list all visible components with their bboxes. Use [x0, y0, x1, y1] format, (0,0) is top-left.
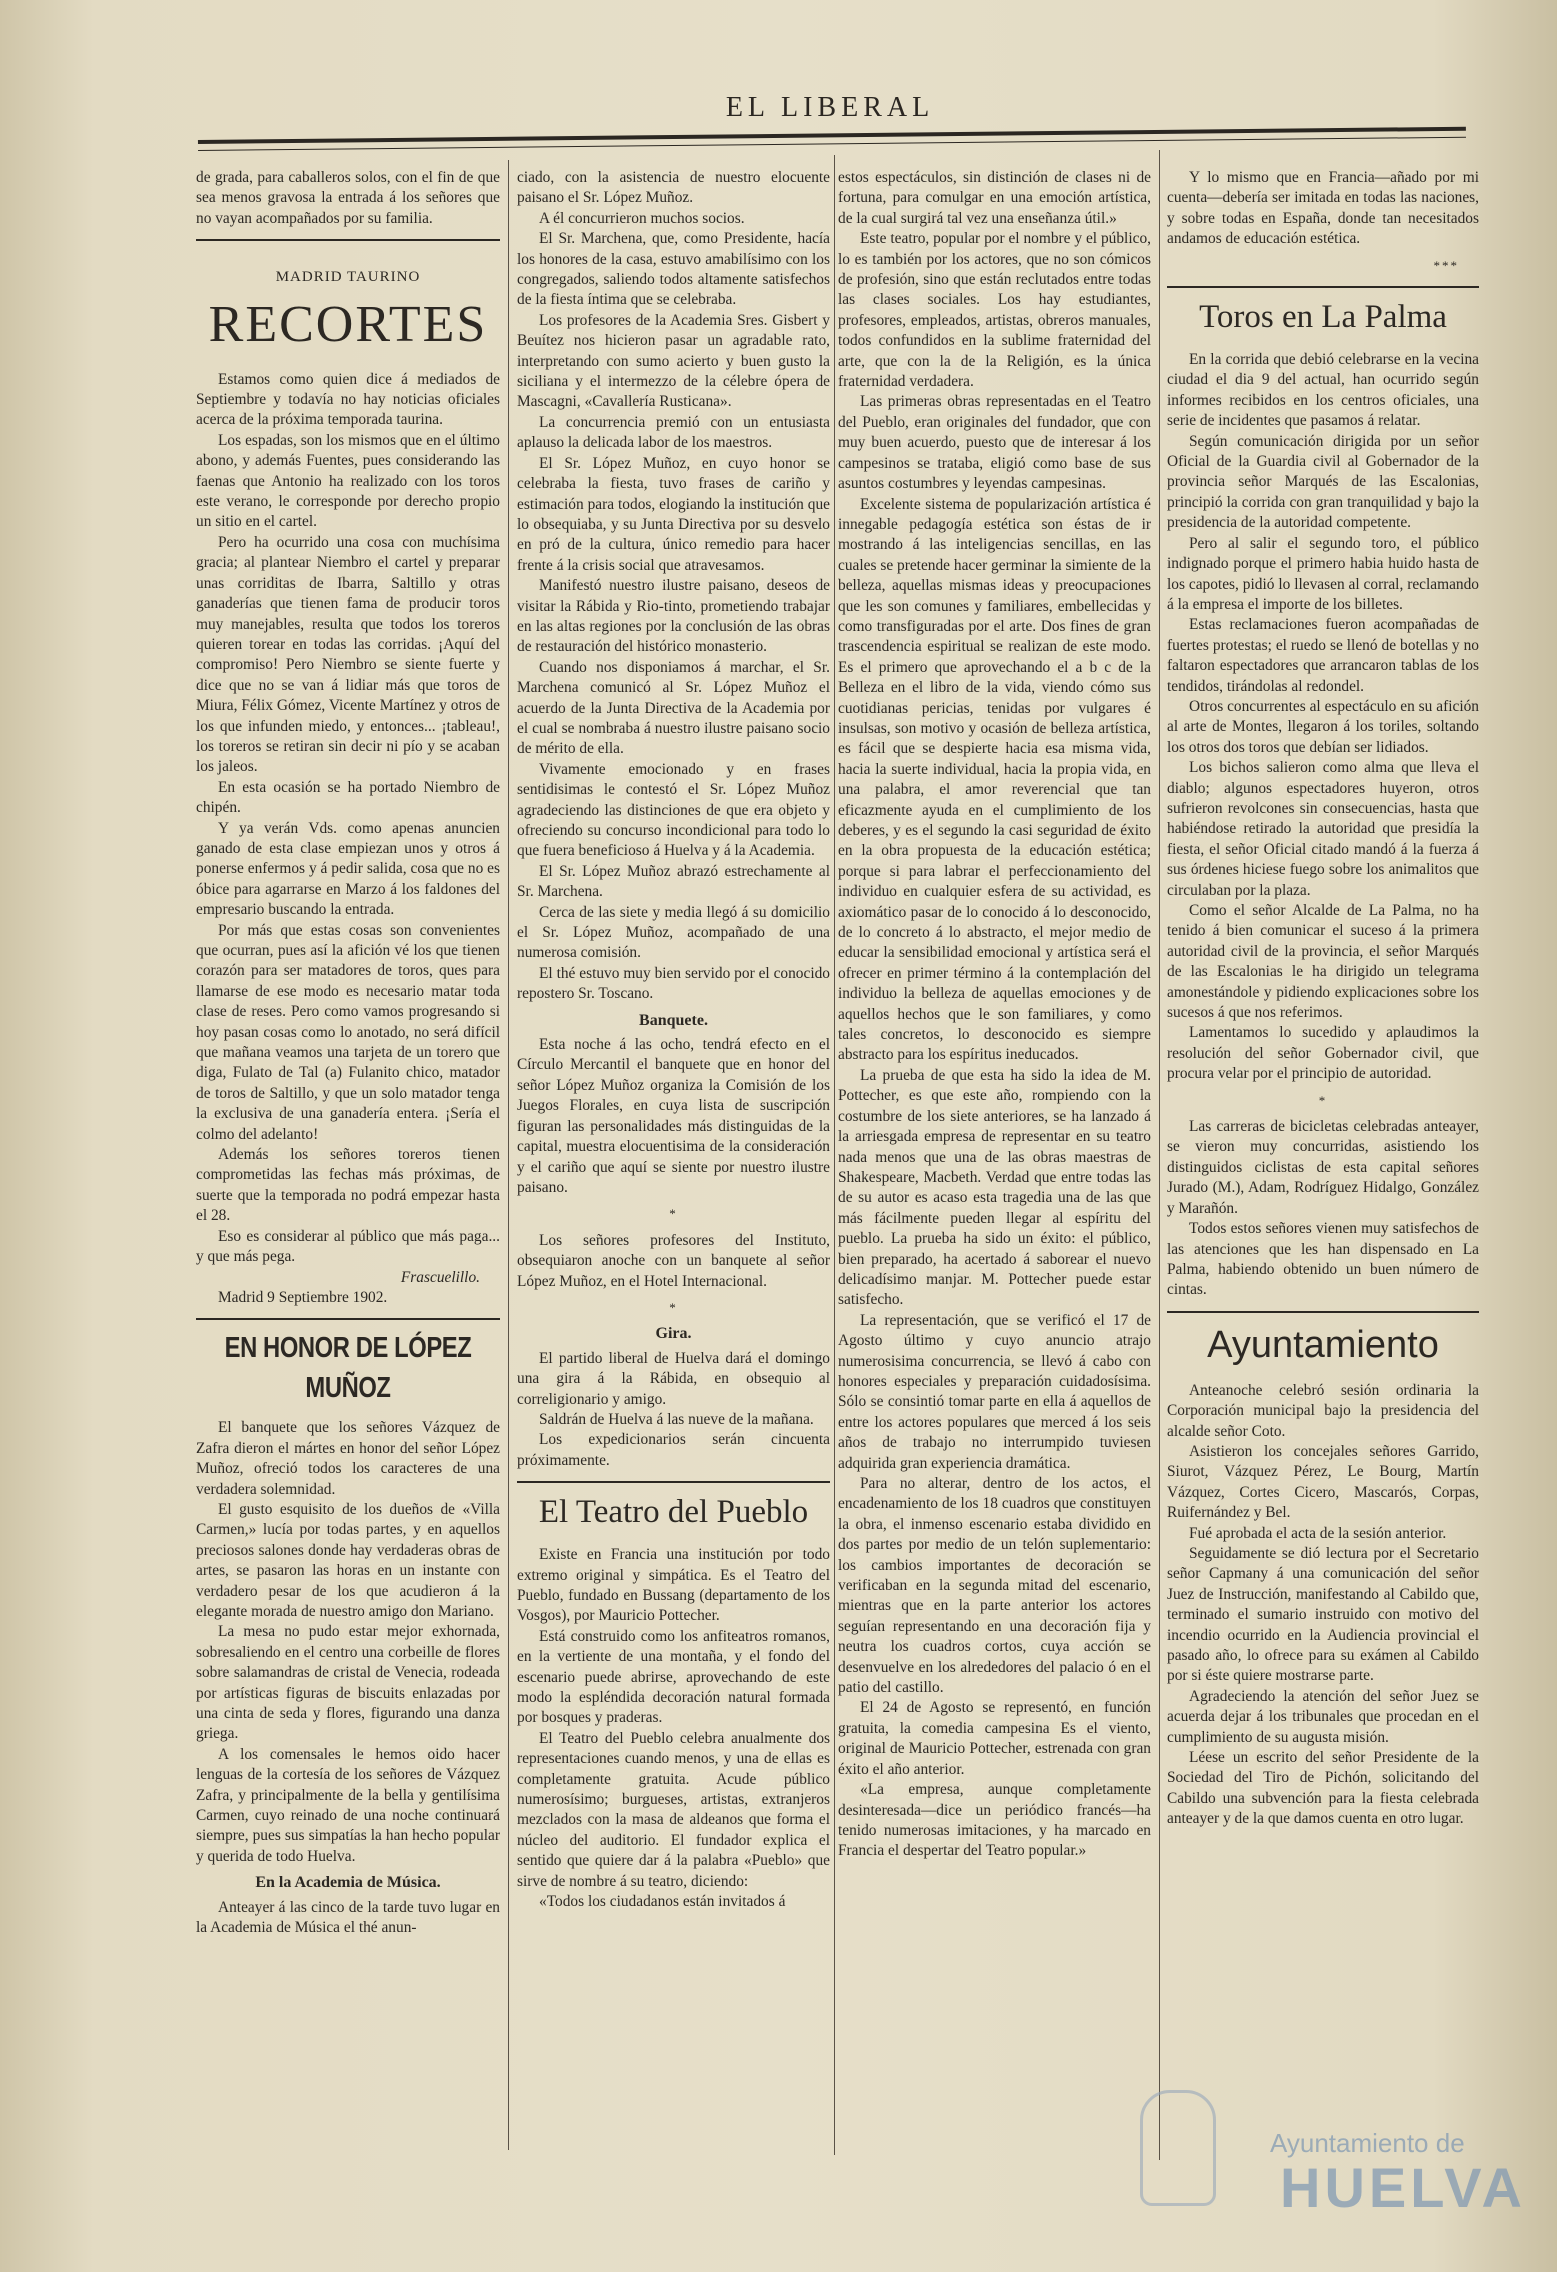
divider [1167, 286, 1479, 288]
paragraph: estos espectáculos, sin distinción de clases ni de fortuna, para comulgar en una emoción artística, de la cual surgirá tal vez una enseñanza útil.» [838, 169, 1151, 227]
paragraph: Los espadas, son los mismos que en el último abono, y además Fuentes, pues considerando las faenas que Antonio ha realizado con los toros este verano, le corresponde por derecho propio un sitio en el cartel. [196, 431, 500, 531]
paragraph: Existe en Francia una institución por todo extremo original y simpática. Es el Teatro del Pueblo, fundado en Bussang (departamento de los Vosgos), por Mauricio Pottecher. [517, 1546, 830, 1625]
paragraph: Los expedicionarios serán cincuenta próximamente. [517, 1431, 830, 1469]
paragraph: El gusto esquisito de los dueños de «Villa Carmen,» lucía por todas partes, y en aquellos preciosos salones donde hay verdaderas obras de artes, se pasaron las horas en un instante con verdadero pesar de los que acudieron á la elegante morada de nuestro amigo don Mariano. [196, 1500, 500, 1620]
separator-stars: *** [1433, 257, 1459, 273]
paragraph: El thé estuvo muy bien servido por el conocido repostero Sr. Toscano. [517, 964, 830, 1003]
paragraph: Pero ha ocurrido una cosa con muchísima gracia; al plantear Niembro el cartel y preparar unas corriditas de Ibarra, Saltillo y otras ganaderías que tienen fama de producir toros muy manejables, resulta que todos los toreros quieren torear en todas las corridas. ¡Aquí del compromiso! Pero Niembro se siente fuerte y dice que no se van á lidiar más que toros de Miura, Félix Gómez, Vicente Martínez y otros de los que infunden miedo, y entonces... ¡tableau!, los toreros se retiran sin decir ni pío y se acaban los jaleos. [196, 533, 500, 776]
paragraph: Este teatro, popular por el nombre y el público, lo es también por los actores, que no son cómicos de profesión, sino que están reclutados entre todas las clases sociales. Los hay estudiantes, profesores, empleados, artistas, obreros manuales, todos confundidos en la sublime fraternidad del arte, que con la de la Religión, es la única fraternidad verdadera. [838, 230, 1151, 391]
paragraph: El banquete que los señores Vázquez de Zafra dieron el mártes en honor del señor López Muñoz, ofreció todos los caracteres de una verdadera solemnidad. [196, 1419, 500, 1498]
paragraph: La mesa no pudo estar mejor exhornada, sobresaliendo en el centro una corbeille de flores sobre salamandras de cristal de Venecia, rodeada por artísticas figuras de biscuits enlazadas por una cinta de seda y flores, figurando una danza griega. [196, 1623, 500, 1743]
paragraph: Todos estos señores vienen muy satisfechos de las atenciones que les han dispensado en La Palma, habiendo obtenido un buen número de cintas. [1167, 1220, 1479, 1299]
paragraph: Además los señores toreros tienen comprometidas las fechas más próximas, de suerte que la temporada no podrá empezar hasta el 28. [196, 1146, 500, 1225]
paragraph: Los señores profesores del Instituto, obsequiaron anoche con un banquete al señor López Muñoz, en el Hotel Internacional. [517, 1231, 830, 1290]
column-divider [1159, 150, 1160, 2160]
article-title: Ayuntamiento [1207, 1323, 1439, 1366]
masthead: EL LIBERAL [725, 92, 935, 123]
paragraph: Cerca de las siete y media llegó á su domicilio el Sr. López Muñoz, acompañado de una numerosa comisión. [517, 903, 830, 962]
subheading: Gira. [655, 1325, 692, 1343]
paragraph: A los comensales le hemos oido hacer lenguas de la cortesía de los señores de Vázquez Zafra, y principalmente de la bella y gentilísima Carmen, cuyo reinado de una noche continuará siempre, pues sus simpatías la han hecho popular y querida de todo Huelva. [196, 1745, 500, 1865]
paragraph: Está construido como los anfiteatros romanos, en la vertiente de una montaña, y el fondo del escenario puede abrirse, aprovechando de este modo la espléndida decoración natural formada por bosques y praderas. [517, 1627, 830, 1727]
paragraph: Y ya verán Vds. como apenas anuncien ganado de esta clase empiezan unos y otros á ponerse enfermos y á pedir salida, cosa que no es óbice para agarrarse en Marzo á los faldones del empresario buscando la entrada. [196, 819, 500, 919]
section-kicker: MADRID TAURINO [275, 269, 421, 286]
article-title: RECORTES [208, 295, 488, 353]
paragraph: Por más que estas cosas son convenientes que ocurran, pues así la afición vé los que tienen corazón para ser matadores de toros, ques para llamarse de ese modo es necesario matar toda clase de reses. Pero como vamos progresando si hoy pasan cosas como lo anotado, no será difícil que mañana veamos una tarjeta de un torero que diga, Fulato de Tal (a) Fulanito chico, matador de toros de Saltillo, y que un solo matador tenga la exclusiva de una ganadería entera. ¡Sería el colmo del adelanto! [196, 921, 500, 1143]
paragraph: En esta ocasión se ha portado Niembro de chipén. [196, 778, 500, 817]
paragraph: El Sr. Marchena, que, como Presidente, hacía los honores de la casa, estuvo amabilísimo con los congregados, saliendo todos altamente satisfechos de la fiesta íntima que se celebraba. [517, 230, 830, 309]
paragraph: de grada, para caballeros solos, con el fin de que sea menos gravosa la entrada á los señores que no vayan acompañados por su familia. [196, 169, 500, 227]
paragraph: Cuando nos disponiamos á marchar, el Sr. Marchena comunicó al Sr. López Muñoz el acuerdo de la Junta Directiva de la Academia por el cual se nombraba á nuestro ilustre paisano socio de mérito de ella. [517, 658, 830, 758]
column-1 [196, 168, 500, 1938]
paragraph: Como el señor Alcalde de La Palma, no ha tenido á bien comunicar el suceso á la primera autoridad civil de la provincia, el señor Marqués de las Escalonias le ha dirigido un telegrama amonestándole y pidiendo explicaciones sobre los sucesos á que nos referimos. [1167, 902, 1479, 1022]
paragraph: Anteayer á las cinco de la tarde tuvo lugar en la Academia de Música el thé anun- [196, 1898, 500, 1937]
dateline: Madrid 9 Septiembre 1902. [218, 1288, 388, 1306]
paragraph: La prueba de que esta ha sido la idea de M. Pottecher, es que este año, rompiendo con la costumbre de los siete anteriores, se ha lanzado á la arriesgada empresa de representar en su teatro nada menos que una de las obras maestras de Shakespeare, Macbeth. Verdad que entre todas las de su autor es acaso esta tragedia una de las que más fácilmente pueden llegar al espíritu del pueblo. La prueba ha sido un éxito: el público, bien preparado, ha acertado á saborear el nuevo delicadísimo manjar. M. Pottecher puede estar satisfecho. [838, 1066, 1151, 1309]
article-title: El Teatro del Pueblo [538, 1494, 809, 1531]
paragraph: Asistieron los concejales señores Garrido, Siurot, Vázquez Pérez, Le Bourg, Martín Vázquez, Cortes Cicero, Mascarós, Corpas, Ruifernández y Bel. [1167, 1442, 1479, 1522]
separator-stars: * [1318, 1092, 1328, 1108]
paragraph: ciado, con la asistencia de nuestro elocuente paisano el Sr. López Muñoz. [517, 169, 830, 207]
paragraph: Para no alterar, dentro de los actos, el encadenamiento de los 18 cuadros que constituyen la obra, el inmenso escenario estaba dividido en dos partes por medio de un telón suplementario: los cambios importantes de decoración se verificaban en la segunda mitad del escenario, mientras que en la parte anterior los actores seguían representando en una decoración fija y neutra los cuadros cortos, cuya acción se desenvuelve en los alrededores del palacio ó en el patio del castillo. [838, 1475, 1151, 1697]
paragraph: «La empresa, aunque completamente desinteresada—dice un periódico francés—ha tenido numerosas imitaciones, y ha marcado en Francia el despertar del Teatro popular.» [838, 1781, 1151, 1860]
paragraph: A él concurrieron muchos socios. [539, 209, 745, 227]
paragraph: Anteanoche celebró sesión ordinaria la Corporación municipal bajo la presidencia del alcalde señor Coto. [1167, 1381, 1479, 1440]
column-3 [838, 168, 1151, 1862]
paragraph: Seguidamente se dió lectura por el Secretario señor Capmany á una comunicación del señor Juez de Instrucción, manifestando al Cabildo que, terminado el sumario instruido con motivo del incendio ocurrido en la Audiencia provincial el pasado año, lo ofrece para su exámen al Cabildo por si éste quiere mostrarse parte. [1167, 1544, 1479, 1685]
paragraph: Estas reclamaciones fueron acompañadas de fuertes protestas; el ruedo se llenó de botellas y no faltaron espectadores que arrancaron tablas de los tendidos, tirándolas al redondel. [1167, 616, 1479, 695]
paragraph: Esta noche á las ocho, tendrá efecto en el Círculo Mercantil el banquete que en honor del señor López Muñoz organiza la Comisión de los Juegos Florales, en cuya lista de suscripción figuran las personalidades más distinguidas de la capital, muestra elocuentisima de la consideración y el cariño que aquí se siente por nuestro ilustre paisano. [517, 1036, 830, 1196]
paragraph: Las carreras de bicicletas celebradas anteayer, se vieron muy concurridas, asistiendo los distinguidos ciclistas de esta capital señores Jurado (M.), Adam, Rodríguez Hidalgo, González y Marañón. [1167, 1118, 1479, 1217]
paragraph: Estamos como quien dice á mediados de Septiembre y todavía no hay noticias oficiales acerca de la próxima temporada taurina. [196, 370, 500, 429]
paragraph: La concurrencia premió con un entusiasta aplauso la delicada labor de los maestros. [517, 413, 830, 452]
article-title: Toros en La Palma [1199, 299, 1447, 336]
paragraph: «Todos los ciudadanos están invitados á [539, 1893, 786, 1911]
paragraph: Lamentamos lo sucedido y aplaudimos la resolución del señor Gobernador civil, que procura velar por el principio de autoridad. [1167, 1024, 1479, 1083]
paragraph: Los bichos salieron como alma que lleva el diablo; algunos espectadores huyeron, otros sufrieron revolcones sin consecuencias, hasta que habiéndose retirado la autoridad que presidía la fiesta, el señor Oficial citado mandó á la fuerza á sus órdenes hiciese fuego sobre los animalitos que circulaban por la plaza. [1167, 759, 1479, 899]
signature: Frascuelillo. [400, 1268, 480, 1286]
paragraph: Léese un escrito del señor Presidente de la Sociedad del Tiro de Pichón, solicitando del Cabildo una subvención para la fiesta celebrada anteayer y de la que damos cuenta en otro lugar. [1167, 1749, 1479, 1828]
coat-of-arms-watermark [1140, 2090, 1216, 2206]
subheading: Banquete. [639, 1011, 708, 1029]
paragraph: Los profesores de la Academia Sres. Gisbert y Beuítez nos hicieron pasar un agradable rato, interpretando con sumo acierto y buen gusto la siciliana y el intermezzo de la célebre ópera de Mascagni, «Cavallería Rusticana». [517, 311, 830, 411]
paragraph: Fué aprobada el acta de la sesión anterior. [1189, 1524, 1447, 1542]
paragraph: Las primeras obras representadas en el Teatro del Pueblo, eran originales del fundador, que con muy buen acuerdo, puesto que de interesar á los campesinos se trataba, eligió como base de sus asuntos costumbres y leyendas campesinas. [838, 393, 1151, 493]
paragraph: El 24 de Agosto se representó, en función gratuita, la comedia campesina Es el viento, original de Mauricio Pottecher, estrenada con gran éxito el año anterior. [838, 1699, 1151, 1778]
paragraph: Eso es considerar al público que más paga... y que más pega. [196, 1227, 500, 1266]
masthead-rule [198, 127, 1466, 151]
paragraph: Manifestó nuestro ilustre paisano, deseos de visitar la Rábida y Rio-tinto, prometiendo trabajar en las altas regiones por la conclusión de las obras de restauración del histórico monasterio. [517, 577, 830, 656]
column-divider [508, 160, 509, 2150]
paragraph: Pero al salir el segundo toro, el público indignado porque el primero habia huido hasta de los capotes, pidió lo llevasen al corral, reclamando á la empresa el importe de los billetes. [1167, 534, 1479, 613]
column-4 [1167, 168, 1479, 1830]
paragraph: Agradeciendo la atención del señor Juez se acuerda dejar á los tribunales que procedan en el cumplimiento de su augusta misión. [1167, 1687, 1479, 1746]
divider [517, 1481, 830, 1483]
separator-stars: * [669, 1206, 678, 1222]
article-title: EN HONOR DE LÓPEZ MUÑOZ [224, 1332, 472, 1405]
column-divider [834, 155, 835, 2155]
paragraph: Saldrán de Huelva á las nueve de la mañana. [539, 1410, 814, 1428]
paragraph: Y lo mismo que en Francia—añado por mi cuenta—debería ser imitada en todas las naciones, y sobre todas en España, donde tan necesitados andamos de educación estética. [1167, 169, 1479, 248]
paragraph: Vivamente emocionado y en frases sentidisimas le contestó el Sr. López Muñoz agradeciendo las distinciones de que era objeto y ofreciendo su concurso incondicional para todo lo que fuera beneficioso á Huelva y á la Academia. [517, 760, 830, 860]
divider [1167, 1311, 1479, 1313]
paragraph: El Teatro del Pueblo celebra anualmente dos representaciones cuando menos, y una de ellas es completamente gratuita. Acude público numerosísimo; burgueses, artistas, extranjeros mezclados con la masa de aldeanos que forma el núcleo del auditorio. El fundador explica el sentido que quiere dar á la palabra «Pueblo» que sirve de nombre á su teatro, diciendo: [517, 1729, 830, 1890]
divider [196, 239, 500, 241]
subheading: En la Academia de Música. [255, 1874, 441, 1892]
paragraph: El Sr. López Muñoz abrazó estrechamente al Sr. Marchena. [517, 862, 830, 901]
paragraph: La representación, que se verificó el 17 de Agosto último y cuyo anuncio atrajo numerosisima concurrencia, se llevó á cabo con honores especiales y preparación cuidadosísima. Sólo se consintió tomar parte en ella á aquellos de entre los actores populares que merced á los seis años de trabajo no interrumpido tuviesen adquirida gran experiencia dramática. [838, 1311, 1151, 1472]
paragraph: Excelente sistema de popularización artística é innegable pedagogía estética son éstas de ir mostrando á las inteligencias sencillas, en las cuales se pretende hacer germinar la simiente de la belleza, aquellas mismas ideas y preocupaciones que les son comunes y familiares, embellecidas y como transfiguradas por el arte. Dos fines de gran trascendencia espiritual se realizan de este modo. Es el primero que aprovechando el a b c de la Belleza en el libro de la vida, viendo cómo sus cuotidianas pericias, tenidas por vulgares é insulsas, son motivo y ocasión de belleza artística, es fácil que se despierte hacia esa misma vida, hacia la suerte individual, hacia la propia vida, en una palabra, el amor reverencial que tan eficazmente ayuda en el cumplimiento de los deberes, y es el segundo la casi seguridad de éxito en la obra propuesta de la educación estética; porque si para labrar el perfeccionamiento del individuo en cualquier esfera de su actividad, es axiomático pasar de lo conocido á lo desconocido, de lo concreto á lo abstracto, el mejor medio de educar la sensibilidad emocional y artística será el ofrecer en primer término á la contemplación del individuo la belleza de aquellas emociones y de aquellos hechos que le son familiares, y como tales concretos, lo desconocido es siempre abstracto para los espíritus ineducados. [838, 495, 1151, 1064]
divider [196, 1318, 500, 1320]
paragraph: Otros concurrentes al espectáculo en su afición al arte de Montes, llegaron á los toriles, soltando los otros dos toros que debían ser lidiados. [1167, 697, 1479, 756]
paragraph: El partido liberal de Huelva dará el domingo una gira á la Rábida, en obsequio al correligionario y amigo. [517, 1349, 830, 1408]
watermark-text: HUELVA [1280, 2156, 1526, 2219]
column-2 [517, 168, 830, 1913]
watermark-text: Ayuntamiento de [1270, 2128, 1465, 2158]
paragraph: En la corrida que debió celebrarse en la vecina ciudad el dia 9 del actual, han ocurrido según informes recibidos en los centros oficiales, una serie de incidentes que pasamos á relatar. [1167, 351, 1479, 430]
separator-stars: * [669, 1299, 678, 1315]
paragraph: Según comunicación dirigida por un señor Oficial de la Guardia civil al Gobernador de la provincia señor Marqués de las Escalonias, principió la corrida con gran tranquilidad y bajo la presidencia de la autoridad competente. [1167, 432, 1479, 532]
paragraph: El Sr. López Muñoz, en cuyo honor se celebraba la fiesta, tuvo frases de cariño y estimación para todos, elogiando la institución que lo obsequiaba, y su Junta Directiva por su desvelo en pró de la cultura, único remedio para hacer frente á la crisis social que atravesamos. [517, 454, 830, 574]
